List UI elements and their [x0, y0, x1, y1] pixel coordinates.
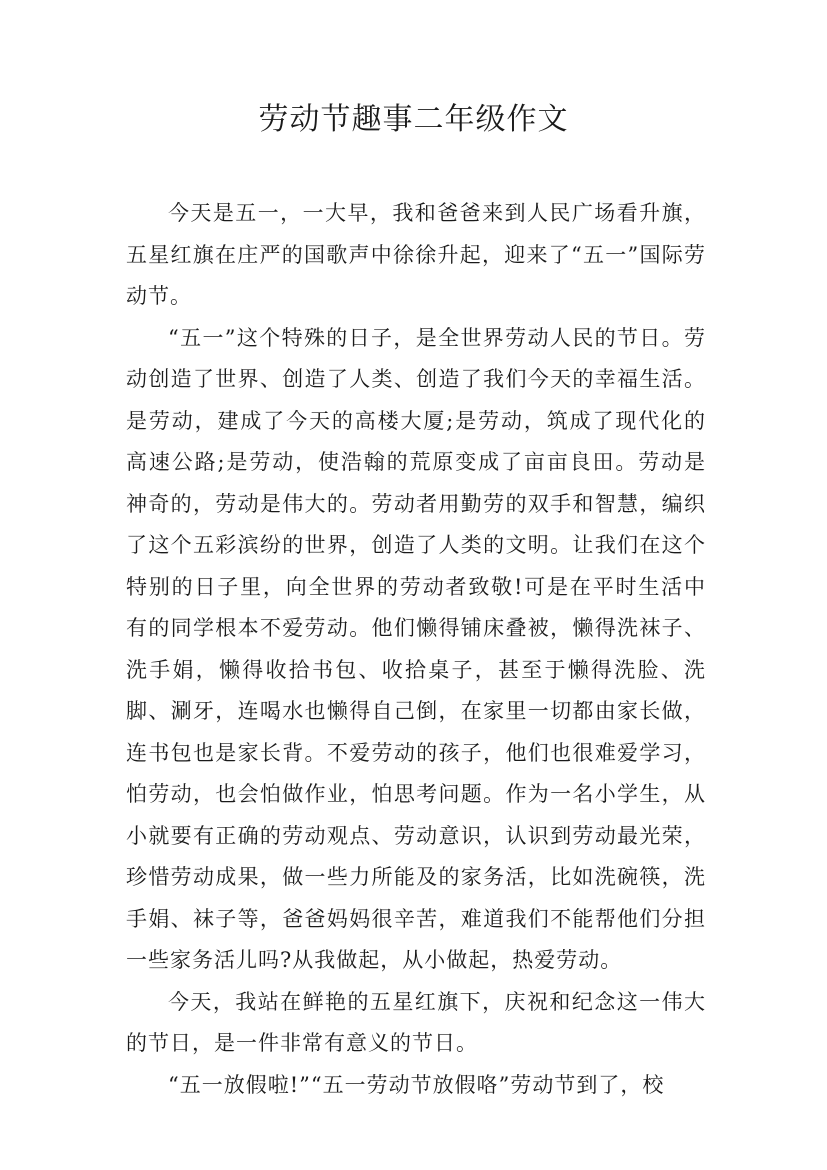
paragraph: 今天，我站在鲜艳的五星红旗下，庆祝和纪念这一伟大的节日，是一件非常有意义的节日。	[126, 989, 706, 1055]
paragraph: “五一”这个特殊的日子，是全世界劳动人民的节日。劳动创造了世界、创造了人类、创造了我们今天的幸福生活。是劳动，建成了今天的高楼大厦;是劳动，筑成了现代化的高速公路;是劳动，使浩翰的荒原变成了亩亩良田。劳动是神奇的，劳动是伟大的。劳动者用勤劳的双手和智慧，编织了这个五彩滨纷的世界，创造了人类的文明。让我们在这个特别的日子里，向全世界的劳动者致敬!可是在平时生活中有的同学根本不爱劳动。他们懒得铺床叠被，懒得洗袜子、洗手娟，懒得收拾书包、收拾桌子，甚至于懒得洗脸、洗脚、涮牙，连喝水也懒得自己倒，在家里一切都由家长做，连书包也是家长背。不爱劳动的孩子，他们也很难爱学习，怕劳动，也会怕做作业，怕思考问题。作为一名小学生，从小就要有正确的劳动观点、劳动意识，认识到劳动最光荣，珍惜劳动成果，做一些力所能及的家务活，比如洗碗筷，洗手娟、袜子等，爸爸妈妈很辛苦，难道我们不能帮他们分担一些家务活儿吗?从我做起，从小做起，热爱劳动。	[126, 325, 706, 972]
document-body	[126, 193, 706, 1106]
paragraph: “五一放假啦!”“五一劳动节放假咯”劳动节到了，校	[168, 1072, 665, 1097]
paragraph: 今天是五一，一大早，我和爸爸来到人民广场看升旗，五星红旗在庄严的国歌声中徐徐升起，迎来了“五一”国际劳动节。	[126, 201, 706, 308]
document-title: 劳动节趣事二年级作文	[258, 102, 569, 137]
